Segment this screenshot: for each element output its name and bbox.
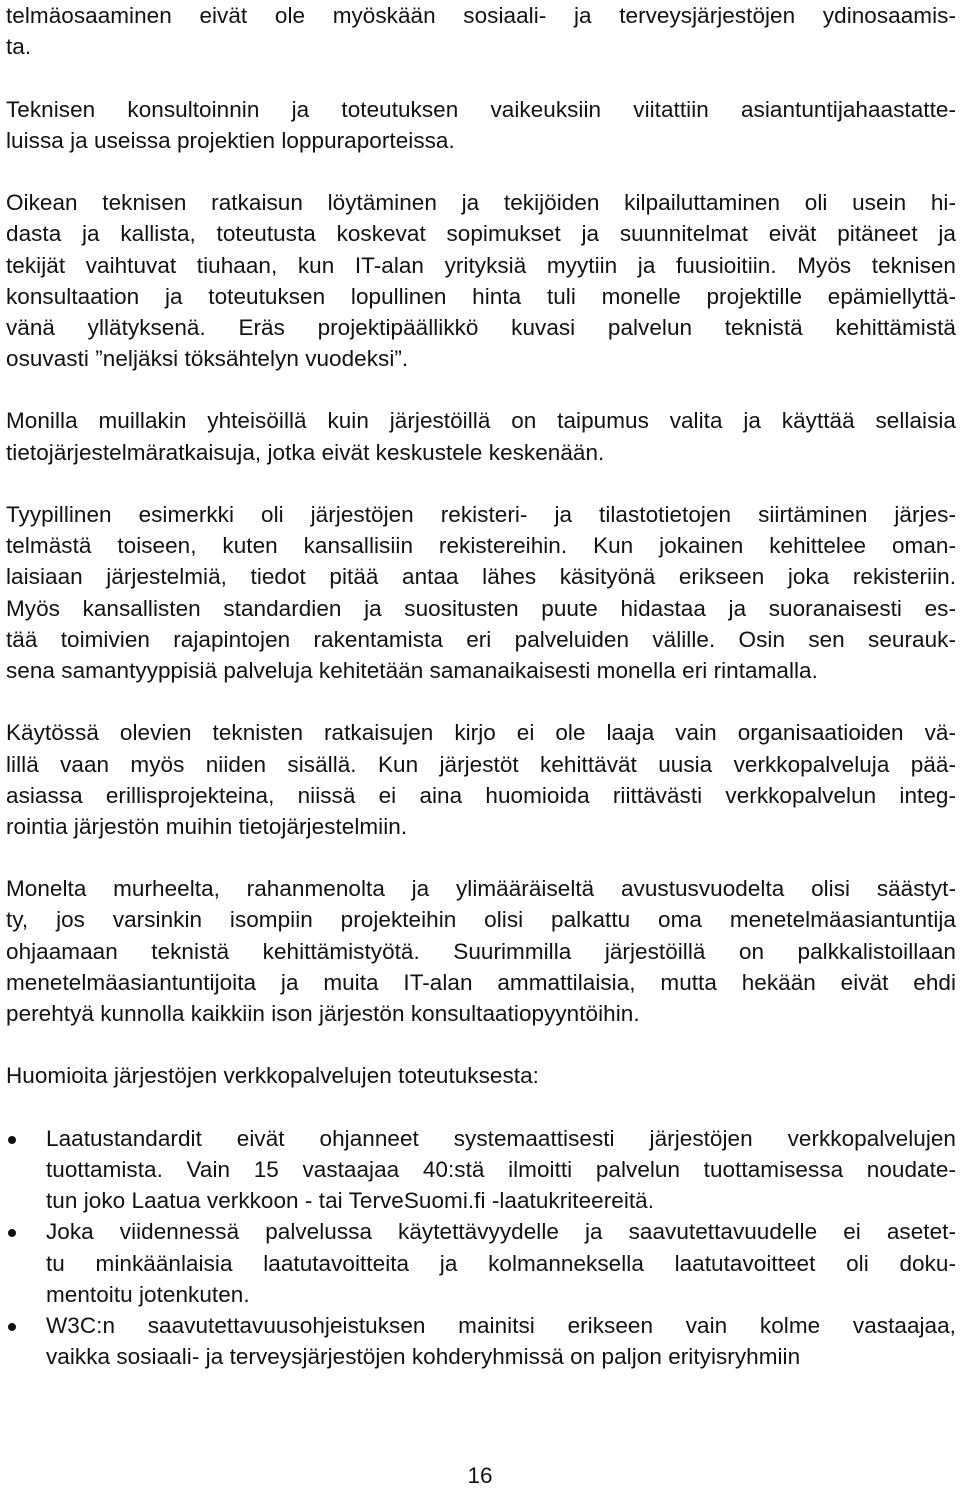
text-line: Oikean teknisen ratkaisun löytäminen ja tekijöiden kilpailuttaminen oli usein hi- [6,190,956,216]
paragraph [6,187,956,374]
paragraph [6,0,956,62]
text-line: Myös kansallisten standardien ja suositusten puute hidastaa ja suoranaisesti es- [6,595,956,621]
text-line: vänä yllätyksenä. Eräs projektipäällikkö kuvasi palvelun teknistä kehittämistä [6,314,956,340]
text-line: sena samantyyppisiä palveluja kehitetään samanaikaisesti monella eri rintamalla. [6,657,818,683]
page-number: 16 [467,1463,493,1488]
text-line: tuottamista. Vain 15 vastaajaa 40:stä ilmoitti palvelun tuottamisessa noudate- [46,1156,956,1182]
text-line: tu minkäänlaisia laatutavoitteita ja kolmanneksella laatutavoitteet oli doku- [46,1250,956,1276]
text-line: Käytössä olevien teknisten ratkaisujen kirjo ei ole laaja vain organisaatioiden vä- [6,720,956,746]
paragraph [6,405,956,467]
text-line: asiassa erillisprojekteina, niissä ei aina huomioida riittävästi verkkopalvelun integ- [6,782,956,808]
text-line: rointia järjestön muihin tietojärjestelmiin. [6,813,408,839]
paragraph [6,873,956,1029]
text-line: tun joko Laatua verkkoon - tai TerveSuomi.fi -laatukriteereitä. [46,1188,655,1214]
bullet-dot-icon [8,1136,16,1144]
text-line: tietojärjestelmäratkaisuja, jotka eivät keskustele keskenään. [6,439,605,465]
text-line: dasta ja kallista, toteutusta koskevat sopimukset ja suunnitelmat eivät pitäneet ja [6,221,956,247]
bullet-list [6,1123,956,1373]
body-text [6,0,956,1029]
text-line: ta. [6,34,32,60]
text-line: telmästä toiseen, kuten kansallisiin rekistereihin. Kun jokainen kehittelee oman- [6,533,956,559]
text-line: vaikka sosiaali- ja terveysjärjestöjen kohderyhmissä on paljon erityisryhmiin [46,1344,801,1370]
text-line: Monelta murheelta, rahanmenolta ja ylimääräiseltä avustusvuodelta olisi säästyt- [6,876,956,902]
list-item [6,1310,956,1372]
text-line: Monilla muillakin yhteisöillä kuin järjestöillä on taipumus valita ja käyttää sellaisia [6,408,956,434]
text-line: menetelmäasiantuntijoita ja muita IT-alan ammattilaisia, mutta hekään eivät ehdi [6,969,956,995]
list-item [6,1216,956,1310]
text-line: W3C:n saavutettavuusohjeistuksen mainitsi erikseen vain kolme vastaajaa, [46,1312,956,1338]
text-line: perehtyä kunnolla kaikkiin ison järjestön konsultaatiopyyntöihin. [6,1001,640,1026]
document-page [6,0,956,1372]
text-line: ty, jos varsinkin isompiin projekteihin olisi palkattu oma menetelmäasiantuntija [6,907,956,933]
paragraph [6,94,956,156]
text-line: laisiaan järjestelmiä, tiedot pitää antaa lähes käsityönä erikseen joka rekisteriin. [6,564,956,590]
text-line: Joka viidennessä palvelussa käytettävyydelle ja saavutettavuudelle ei asetet- [46,1219,956,1245]
text-line: Teknisen konsultoinnin ja toteutuksen vaikeuksiin viitattiin asiantuntijahaastatte- [6,96,956,122]
paragraph [6,499,956,686]
text-line: Laatustandardit eivät ohjanneet systemaattisesti järjestöjen verkkopalvelujen [46,1125,956,1151]
text-line: telmäosaaminen eivät ole myöskään sosiaali- ja terveysjärjestöjen ydinosaamis- [6,3,956,28]
list-heading: Huomioita järjestöjen verkkopalvelujen toteutuksesta: [6,1063,539,1089]
bullet-dot-icon [8,1323,16,1331]
text-line: tää toimivien rajapintojen rakentamista eri palveluiden välille. Osin sen seurauk- [6,626,956,652]
paragraph [6,717,956,842]
list-item [6,1123,956,1217]
text-line: mentoitu jotenkuten. [46,1281,250,1307]
text-line: konsultaation ja toteutuksen lopullinen hinta tuli monelle projektille epämiellyttä- [6,283,956,309]
text-line: lillä vaan myös niiden sisällä. Kun järjestöt kehittävät uusia verkkopalveluja pää- [6,751,956,777]
bullet-dot-icon [8,1229,16,1237]
text-line: tekijät vaihtuvat tiuhaan, kun IT-alan yrityksiä myytiin ja fuusioitiin. Myös teknisen [6,252,956,278]
text-line: luissa ja useissa projektien loppuraporteissa. [6,127,455,153]
text-line: Tyypillinen esimerkki oli järjestöjen rekisteri- ja tilastotietojen siirtäminen järjes- [6,502,956,527]
text-line: osuvasti ”neljäksi töksähtelyn vuodeksi”. [6,346,409,372]
text-line: ohjaamaan teknistä kehittämistyötä. Suurimmilla järjestöillä on palkkalistoillaan [6,938,956,964]
